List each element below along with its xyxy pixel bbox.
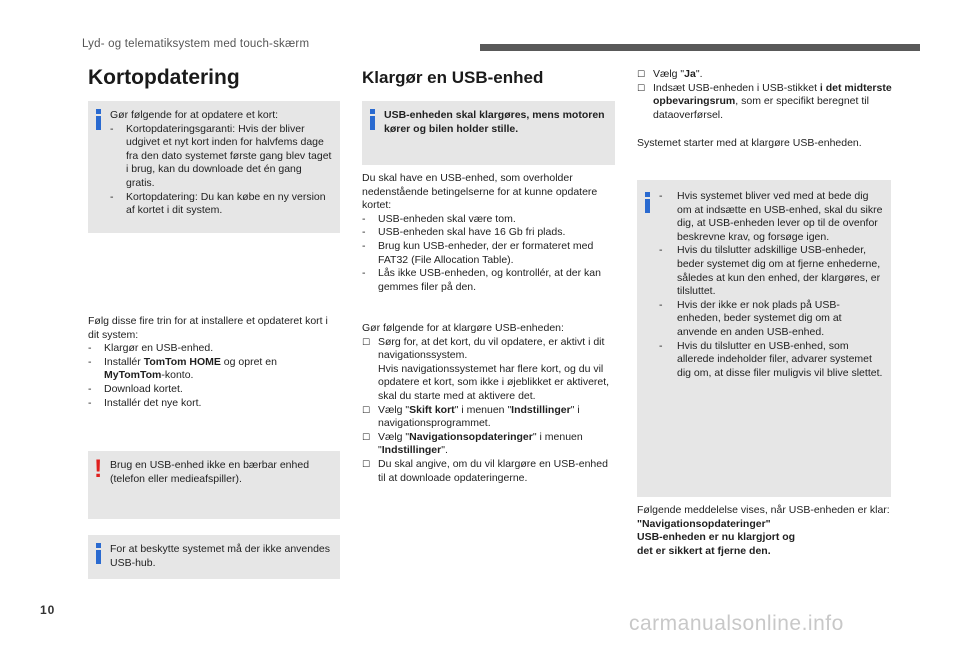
info-box-troubleshoot [637, 180, 891, 497]
list-item: ☐ Vælg "Skift kort" i menuen "Indstillinger" i navigationsprogrammet. [362, 403, 580, 430]
info-icon [368, 109, 378, 131]
list-item: - Hvis der ikke er nok plads på USB-enheden, beder systemet dig om at anvende en anden USB-enhed. [659, 298, 842, 338]
info-icon [94, 543, 104, 565]
header-bar [480, 44, 920, 51]
arrow-icon: ☐ [362, 336, 371, 347]
list-item: - Klargør en USB-enhed. [88, 342, 214, 355]
list-item: - Kortopdatering: Du kan købe en ny version af kortet i dit system. [110, 190, 326, 217]
info-intro: Gør følgende for at opdatere et kort: [110, 109, 279, 121]
list-item: ☐ Du skal angive, om du vil klargøre en USB-enhed til at downloade opdateringerne. [362, 457, 608, 484]
warning-icon: ! [94, 455, 103, 483]
list-item: - Hvis systemet bliver ved med at bede dig om at indsætte en USB-enhed, skal du sikre dig, at USB-enheden lever op til de ovenfor beskrevne krav, og forsøge igen. [659, 190, 883, 243]
page-number: 10 [40, 603, 56, 617]
warning-text: Brug en USB-enhed ikke en bærbar enhed (telefon eller medieafspiller). [110, 459, 310, 485]
msg-intro: Følgende meddelelse vises, når USB-enheden er klar: [637, 504, 890, 516]
confirm-steps [637, 68, 892, 122]
list-item: - USB-enheden skal være tom. [362, 212, 516, 225]
info-usb-text: USB-enheden skal klargøres, mens motoren kører og bilen holder stille. [384, 109, 605, 135]
list-item: ☐ Vælg "Navigationsopdateringer" i menuen "Indstillinger". [362, 430, 583, 457]
msg-line-2: USB-enheden er nu klargjort og [637, 531, 796, 544]
info-box-usb [362, 101, 615, 165]
proc-intro: Gør følgende for at klargøre USB-enheden: [362, 322, 564, 334]
steps-intro: Følg disse fire trin for at installere et opdateret kort i dit system: [88, 315, 328, 341]
list-item: - Installér TomTom HOME og opret en MyTomTom-konto. [88, 355, 277, 382]
procedure [362, 322, 618, 485]
list-item: ☐ Sørg for, at det kort, du vil opdatere, er aktivt i dit navigationssystem. Hvis navigationssystemet har flere kort, og du vil opdatere et kort, som ikke i øjeblikket er aktiveret, skal du starte med at aktivere det. [362, 335, 610, 402]
list-item: - Brug kun USB-enheder, der er formateret med FAT32 (File Allocation Table). [362, 239, 594, 266]
list-item: ☐ Indsæt USB-enheden i USB-stikket i det midterste opbevaringsrum, som er specifikt beregnet til dataoverførsel. [637, 81, 892, 121]
watermark: carmanualsonline.info [629, 612, 844, 635]
section-title-klargor: Klargør en USB-enhed [362, 68, 544, 87]
warning-box [88, 451, 340, 519]
install-steps [88, 315, 340, 410]
list-item: - USB-enheden skal have 16 Gb fri plads. [362, 226, 566, 239]
list-item: - Hvis du tilslutter en USB-enhed, som allerede indeholder filer, advarer systemet dig om, at disse filer muligvis vil blive slettet. [659, 339, 883, 379]
list-item: - Hvis du tilslutter adskillige USB-enheder, beder systemet dig om at fjerne enhederne, således at kun den enhed, der klargøres, er tilsluttet. [659, 244, 881, 298]
list-item: - Installér det nye kort. [88, 396, 202, 409]
info-icon [643, 192, 653, 214]
arrow-icon: ☐ [637, 69, 646, 79]
list-item: ☐ Vælg "Ja". [637, 68, 703, 80]
req-intro: Du skal have en USB-enhed, som overholder nedenstående betingelserne for at kunne opdatere kortet: [362, 172, 598, 212]
requirements [362, 172, 618, 294]
msg-line-3: det er sikkert at fjerne den. [637, 544, 771, 557]
msg-line-1: "Navigationsopdateringer" [637, 517, 771, 530]
list-item: - Download kortet. [88, 382, 183, 395]
list-item: - Lås ikke USB-enheden, og kontrollér, at der kan gemmes filer på den. [362, 267, 601, 293]
starts-text: Systemet starter med at klargøre USB-enheden. [637, 137, 862, 149]
arrow-icon: ☐ [362, 404, 371, 415]
arrow-icon: ☐ [362, 431, 371, 442]
info-box-update [88, 101, 340, 233]
section-title-kortopdatering: Kortopdatering [88, 66, 240, 89]
info-icon [94, 109, 104, 131]
running-header: Lyd- og telematiksystem med touch-skærm [82, 38, 310, 50]
info-hub-text: For at beskytte systemet må der ikke anvendes USB-hub. [110, 543, 331, 569]
list-item: - Kortopdateringsgaranti: Hvis der bliver udgivet et nyt kort inden for halvfems dage fra den dato systemet første gang blev taget i brug, kan du downloade det én gang gratis. [110, 122, 332, 189]
arrow-icon: ☐ [637, 82, 646, 93]
arrow-icon: ☐ [362, 458, 371, 469]
info-box-hub [88, 535, 340, 579]
message-block [637, 504, 892, 558]
